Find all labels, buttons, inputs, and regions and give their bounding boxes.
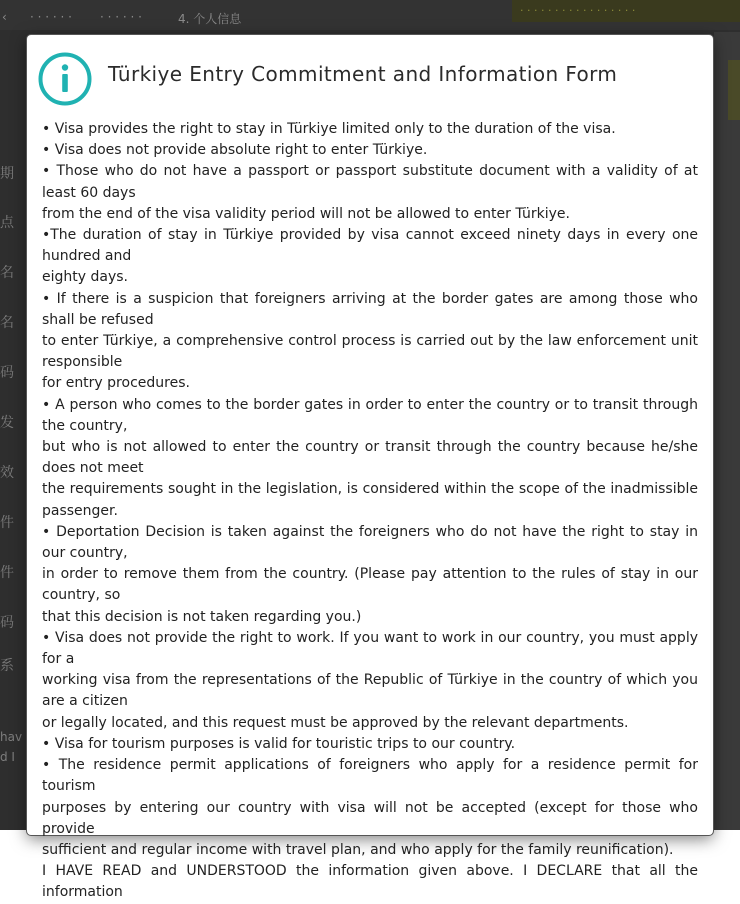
info-line: • A person who comes to the border gates in order to enter the country or to transit through the country, [42, 396, 698, 434]
modal-header [27, 35, 713, 115]
info-line: • Those who do not have a passport or passport substitute document with a validity of at least 60 days [42, 163, 698, 201]
background-breadcrumb-step-2[interactable]: · · · · · · [30, 10, 72, 24]
background-breadcrumb-step-3[interactable]: · · · · · · [100, 10, 142, 24]
background-field-label: 名 [0, 315, 14, 331]
background-field-label: 码 [0, 615, 14, 631]
info-line: sufficient and regular income with travel plan, and who apply for the family reunification). [42, 841, 674, 858]
background-breadcrumb-step-4[interactable]: 4. 个人信息 [178, 12, 242, 26]
info-line: • Deportation Decision is taken against the foreigners who do not have the right to stay in our country, [42, 523, 698, 562]
background-right-accent [728, 60, 740, 120]
info-line: • Visa for tourism purposes is valid for touristic trips to our country. [42, 735, 516, 752]
info-line: • If there is a suspicion that foreigners arriving at the border gates are among those who shall be refused [42, 290, 698, 328]
modal-body-text [42, 119, 698, 904]
background-field-label: 码 [0, 365, 14, 381]
background-field-label: 期 [0, 166, 14, 182]
info-line: • Visa provides the right to stay in Türkiye limited only to the duration of the visa. [42, 121, 616, 137]
background-field-label: 发 [0, 415, 14, 431]
info-line: • Visa does not provide absolute right to enter Türkiye. [42, 142, 428, 159]
info-line: that this decision is not taken regarding you.) [42, 608, 362, 625]
background-notice-banner: · · · · · · · · · · · · · · · · · [512, 0, 740, 22]
modal-title: Türkiye Entry Commitment and Information Form [108, 62, 618, 86]
info-line: or legally located, and this request must be approved by the relevant departments. [42, 714, 629, 731]
info-line: I HAVE READ and UNDERSTOOD the information given above. I DECLARE that all the information [42, 863, 698, 901]
info-line: in order to remove them from the country. (Please pay attention to the rules of stay in our country, so [42, 566, 698, 604]
info-line: to enter Türkiye, a comprehensive control process is carried out by the law enforcement unit responsible [42, 333, 698, 371]
info-line: from the end of the visa validity period will not be allowed to enter Türkiye. [42, 205, 570, 222]
background-field-label: 件 [0, 515, 14, 531]
background-field-label: 名 [0, 265, 14, 281]
info-modal-dialog [27, 35, 713, 901]
info-line: • The residence permit applications of foreigners who apply for a residence permit for tourism [42, 757, 698, 795]
info-line: •The duration of stay in Türkiye provided by visa cannot exceed ninety days in every one hundred and [42, 227, 698, 265]
info-line: but who is not allowed to enter the country or transit through the country because he/she does not meet [42, 439, 698, 477]
info-line: eighty days. [42, 269, 128, 286]
info-line: for entry procedures. [42, 375, 190, 392]
info-line: the requirements sought in the legislation, is considered within the scope of the inadmissible passenger. [42, 481, 698, 519]
background-field-label: 效 [0, 465, 14, 481]
background-field-label: 系 [0, 658, 14, 674]
background-right-panel [714, 32, 740, 830]
background-back-arrow[interactable]: ‹ [2, 10, 7, 24]
background-field-label: 件 [0, 565, 14, 581]
info-icon [38, 52, 92, 106]
info-line: purposes by entering our country with visa will not be accepted (except for those who provide [42, 799, 698, 837]
background-field-label: 点 [0, 215, 14, 231]
background-text-fragment: hav [0, 730, 23, 744]
info-line: working visa from the representations of the Republic of Türkiye in the country of which you are a citizen [42, 672, 698, 710]
background-text-fragment: d I [0, 750, 15, 764]
info-line: • Visa does not provide the right to work. If you want to work in our country, you must apply for a [42, 629, 698, 668]
